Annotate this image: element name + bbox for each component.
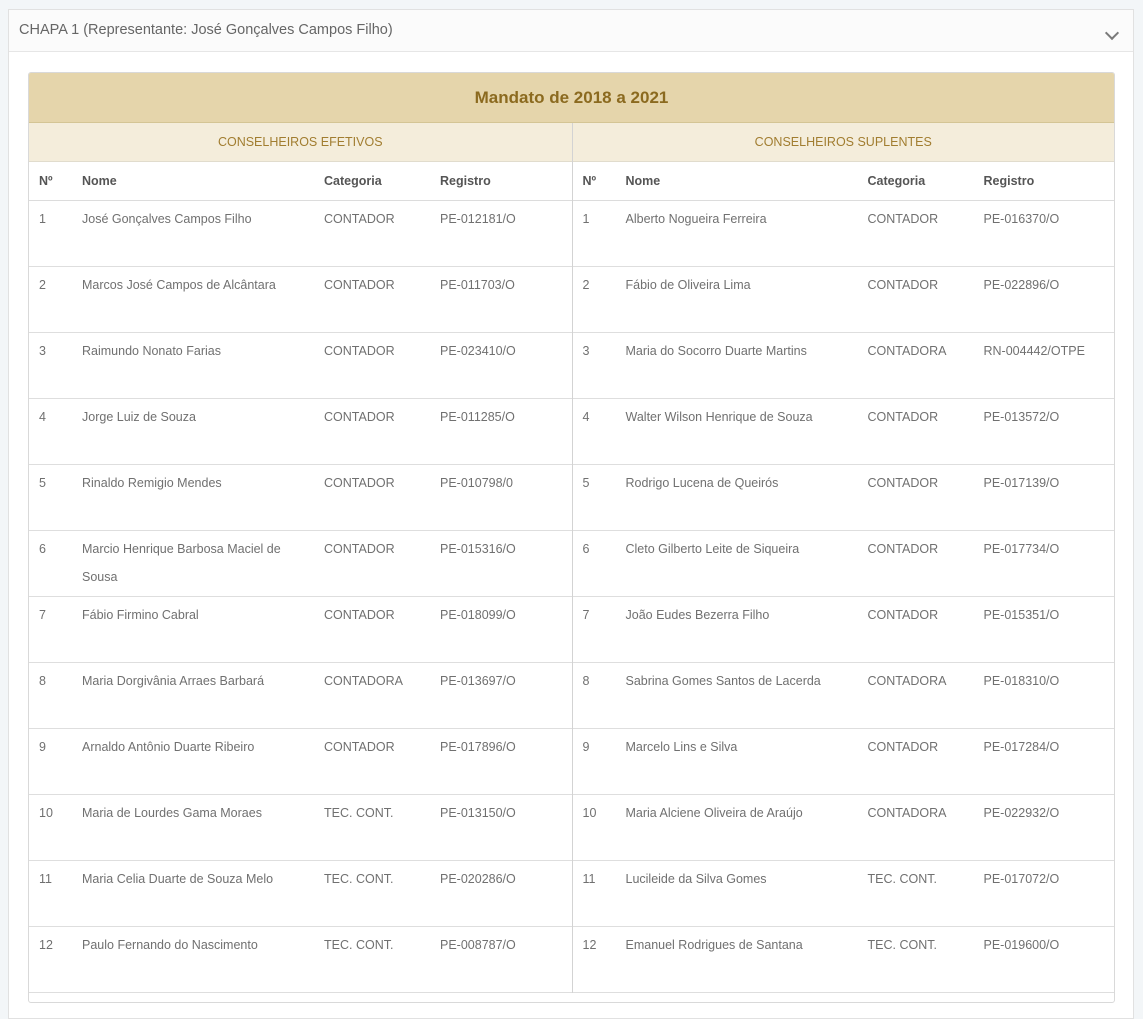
row-category-text: CONTADOR: [867, 410, 939, 424]
table-row: [573, 465, 1115, 531]
table-row: [573, 597, 1115, 663]
row-name-text: Fábio Firmino Cabral: [82, 608, 199, 622]
row-registry-text: PE-018310/O: [983, 674, 1060, 688]
table-row: [573, 267, 1115, 333]
row-num-text: 6: [582, 542, 590, 556]
row-name-text: José Gonçalves Campos Filho: [82, 212, 252, 226]
row-registry-text: PE-013697/O: [440, 674, 516, 688]
table-row: [29, 795, 572, 861]
row-num-text: 2: [39, 278, 46, 292]
row-category-text: CONTADORA: [324, 674, 403, 688]
row-name: [82, 861, 324, 927]
row-num: [29, 333, 82, 399]
efetivos-table: [29, 162, 572, 993]
row-num: [29, 795, 82, 861]
row-num-text: 9: [582, 740, 590, 754]
row-name-text: Marcio Henrique Barbosa Maciel de Sousa: [82, 542, 281, 584]
table-row: [573, 663, 1115, 729]
row-registry: [984, 861, 1115, 927]
row-name: [82, 267, 324, 333]
row-num: [573, 267, 626, 333]
row-category-text: CONTADOR: [324, 608, 395, 622]
row-name: [82, 927, 324, 993]
header-name: Nome: [82, 162, 324, 201]
row-registry-text: PE-019600/O: [983, 938, 1060, 952]
row-name-text: Maria de Lourdes Gama Moraes: [82, 806, 262, 820]
row-registry: [440, 465, 572, 531]
row-category-text: CONTADOR: [324, 344, 395, 358]
row-registry-text: PE-020286/O: [440, 872, 516, 886]
table-row: [29, 663, 572, 729]
row-num-text: 12: [39, 938, 53, 952]
row-registry-text: PE-017896/O: [440, 740, 516, 754]
row-category: [324, 267, 440, 333]
row-registry: [440, 927, 572, 993]
row-num: [29, 399, 82, 465]
row-registry: [440, 795, 572, 861]
row-registry-text: PE-017072/O: [983, 872, 1060, 886]
row-registry-text: PE-011703/O: [440, 278, 515, 292]
row-name-text: Paulo Fernando do Nascimento: [82, 938, 258, 952]
chapa-panel-header[interactable]: [9, 10, 1133, 52]
row-registry-text: PE-010798/0: [440, 476, 513, 490]
row-registry-text: PE-023410/O: [440, 344, 516, 358]
row-category: [324, 597, 440, 663]
row-registry: [984, 201, 1115, 267]
row-num: [573, 729, 626, 795]
row-name-text: Rodrigo Lucena de Queirós: [625, 476, 779, 490]
row-name-text: Maria Alciene Oliveira de Araújo: [625, 806, 803, 820]
row-category: [324, 729, 440, 795]
row-registry-text: PE-017139/O: [983, 476, 1060, 490]
row-num-text: 3: [582, 344, 590, 358]
table-row: [573, 201, 1115, 267]
row-num-text: 12: [582, 938, 597, 952]
row-registry-text: PE-018099/O: [440, 608, 516, 622]
table-row: [29, 531, 572, 597]
row-category: [868, 333, 984, 399]
row-category-text: CONTADOR: [324, 476, 395, 490]
row-name: [626, 927, 868, 993]
table-row: [573, 333, 1115, 399]
row-category: [868, 597, 984, 663]
efetivos-title: CONSELHEIROS EFETIVOS: [29, 123, 572, 162]
row-num: [29, 729, 82, 795]
row-category-text: CONTADOR: [324, 542, 395, 556]
row-category: [868, 399, 984, 465]
row-name: [626, 267, 868, 333]
row-num-text: 10: [582, 806, 597, 820]
row-registry: [984, 399, 1115, 465]
row-num: [29, 927, 82, 993]
header-category: Categoria: [868, 162, 984, 201]
row-name: [626, 597, 868, 663]
row-name: [82, 399, 324, 465]
table-row: [573, 927, 1115, 993]
chevron-down-icon[interactable]: [1105, 26, 1119, 40]
row-category-text: TEC. CONT.: [324, 806, 394, 820]
row-num-text: 9: [39, 740, 46, 754]
row-category: [868, 531, 984, 597]
table-row: [573, 531, 1115, 597]
row-category-text: CONTADOR: [867, 740, 939, 754]
row-num: [573, 927, 626, 993]
row-category-text: CONTADOR: [867, 278, 939, 292]
row-category-text: CONTADOR: [324, 212, 395, 226]
row-name-text: Marcelo Lins e Silva: [625, 740, 738, 754]
row-num-text: 2: [582, 278, 590, 292]
suplentes-table: [573, 162, 1115, 993]
row-registry-text: PE-016370/O: [983, 212, 1060, 226]
mandate-table: [28, 72, 1115, 1003]
row-category: [324, 927, 440, 993]
row-name-text: Cleto Gilberto Leite de Siqueira: [625, 542, 800, 556]
row-name: [82, 729, 324, 795]
suplentes-title: CONSELHEIROS SUPLENTES: [573, 123, 1115, 162]
row-category-text: CONTADORA: [867, 806, 947, 820]
table-row: [29, 861, 572, 927]
row-name: [82, 597, 324, 663]
header-registry: Registro: [984, 162, 1115, 201]
table-row: [573, 729, 1115, 795]
row-name-text: Sabrina Gomes Santos de Lacerda: [625, 674, 821, 688]
row-name: [82, 333, 324, 399]
row-num: [573, 399, 626, 465]
row-registry: [984, 729, 1115, 795]
row-registry: [440, 663, 572, 729]
row-num: [573, 531, 626, 597]
row-category-text: CONTADOR: [867, 212, 939, 226]
row-num-text: 1: [39, 212, 46, 226]
row-num-text: 3: [39, 344, 46, 358]
row-num-text: 8: [39, 674, 46, 688]
row-category: [324, 531, 440, 597]
row-registry-text: PE-012181/O: [440, 212, 516, 226]
row-category: [868, 927, 984, 993]
row-category: [868, 465, 984, 531]
row-category-text: CONTADOR: [867, 476, 939, 490]
row-name-text: Jorge Luiz de Souza: [82, 410, 196, 424]
row-name: [626, 729, 868, 795]
row-registry: [440, 201, 572, 267]
row-name: [82, 465, 324, 531]
row-registry: [984, 597, 1115, 663]
row-name: [626, 465, 868, 531]
row-registry-text: PE-015316/O: [440, 542, 516, 556]
row-category: [868, 795, 984, 861]
row-num: [29, 267, 82, 333]
row-registry: [440, 531, 572, 597]
row-name-text: Fábio de Oliveira Lima: [625, 278, 751, 292]
row-registry-text: PE-013150/O: [440, 806, 516, 820]
row-registry-text: PE-017734/O: [983, 542, 1060, 556]
row-registry: [984, 267, 1115, 333]
row-registry-text: RN-004442/OTPE: [983, 344, 1085, 358]
row-category-text: TEC. CONT.: [324, 872, 394, 886]
row-num: [573, 861, 626, 927]
row-name-text: Walter Wilson Henrique de Souza: [625, 410, 813, 424]
efetivos-column: [29, 123, 572, 993]
table-header-row: [29, 162, 572, 201]
row-name: [626, 333, 868, 399]
row-num: [573, 795, 626, 861]
row-num: [573, 663, 626, 729]
table-row: [29, 399, 572, 465]
row-num-text: 1: [582, 212, 590, 226]
row-num: [573, 597, 626, 663]
row-name-text: Maria do Socorro Duarte Martins: [625, 344, 807, 358]
suplentes-rows: [573, 201, 1115, 993]
row-name-text: Lucileide da Silva Gomes: [625, 872, 767, 886]
row-num-text: 11: [582, 872, 596, 886]
header-num: Nº: [29, 162, 82, 201]
row-registry: [984, 465, 1115, 531]
row-category: [324, 333, 440, 399]
row-category-text: CONTADOR: [324, 410, 395, 424]
row-num: [29, 597, 82, 663]
row-name: [626, 201, 868, 267]
row-registry: [984, 333, 1115, 399]
row-category: [868, 663, 984, 729]
row-num-text: 5: [582, 476, 590, 490]
row-num: [573, 333, 626, 399]
row-name-text: Maria Celia Duarte de Souza Melo: [82, 872, 274, 886]
row-num: [573, 465, 626, 531]
table-row: [29, 333, 572, 399]
row-num-text: 6: [39, 542, 46, 556]
row-num: [29, 531, 82, 597]
row-category: [324, 399, 440, 465]
row-category-text: CONTADOR: [324, 740, 395, 754]
row-name: [82, 531, 324, 597]
table-row: [29, 927, 572, 993]
row-category: [868, 729, 984, 795]
row-num-text: 7: [39, 608, 46, 622]
row-name: [82, 663, 324, 729]
row-registry-text: PE-008787/O: [440, 938, 516, 952]
header-num: Nº: [573, 162, 626, 201]
table-row: [29, 267, 572, 333]
row-registry: [440, 267, 572, 333]
row-name-text: Arnaldo Antônio Duarte Ribeiro: [82, 740, 255, 754]
row-category-text: CONTADOR: [867, 608, 939, 622]
table-row: [29, 597, 572, 663]
row-category: [868, 861, 984, 927]
row-num-text: 5: [39, 476, 46, 490]
row-category-text: CONTADORA: [867, 344, 947, 358]
row-registry: [440, 729, 572, 795]
row-num-text: 11: [39, 872, 52, 886]
row-category-text: CONTADOR: [867, 542, 939, 556]
row-category-text: TEC. CONT.: [867, 938, 937, 952]
header-category: Categoria: [324, 162, 440, 201]
row-registry: [440, 597, 572, 663]
table-row: [573, 861, 1115, 927]
table-header-row: [573, 162, 1115, 201]
row-category: [868, 267, 984, 333]
table-row: [29, 201, 572, 267]
header-name: Nome: [626, 162, 868, 201]
row-num-text: 4: [582, 410, 590, 424]
row-num-text: 4: [39, 410, 46, 424]
row-category-text: TEC. CONT.: [324, 938, 394, 952]
row-name-text: Maria Dorgivânia Arraes Barbará: [82, 674, 265, 688]
row-category: [868, 201, 984, 267]
row-name: [626, 861, 868, 927]
row-name-text: Raimundo Nonato Farias: [82, 344, 221, 358]
row-num: [29, 861, 82, 927]
row-name-text: Marcos José Campos de Alcântara: [82, 278, 276, 292]
row-name: [626, 399, 868, 465]
row-category-text: TEC. CONT.: [867, 872, 937, 886]
row-name: [626, 531, 868, 597]
row-registry: [984, 927, 1115, 993]
row-registry-text: PE-017284/O: [983, 740, 1060, 754]
row-category: [324, 795, 440, 861]
row-registry-text: PE-011285/O: [440, 410, 515, 424]
row-num-text: 7: [582, 608, 590, 622]
row-registry: [440, 399, 572, 465]
table-row: [573, 399, 1115, 465]
row-num: [29, 201, 82, 267]
row-num: [29, 465, 82, 531]
row-name: [626, 795, 868, 861]
chapa-panel: [8, 9, 1134, 1019]
suplentes-column: [572, 123, 1115, 993]
row-registry: [440, 333, 572, 399]
row-name-text: Emanuel Rodrigues de Santana: [625, 938, 803, 952]
table-row: [29, 729, 572, 795]
row-registry: [984, 663, 1115, 729]
row-num-text: 10: [39, 806, 53, 820]
chapa-panel-title: CHAPA 1 (Representante: José Gonçalves Campos Filho): [19, 22, 393, 38]
row-name-text: Alberto Nogueira Ferreira: [625, 212, 767, 226]
row-registry-text: PE-013572/O: [983, 410, 1060, 424]
table-row: [29, 465, 572, 531]
row-category-text: CONTADORA: [867, 674, 947, 688]
row-category: [324, 663, 440, 729]
row-registry-text: PE-022896/O: [983, 278, 1060, 292]
row-name: [82, 795, 324, 861]
table-row: [573, 795, 1115, 861]
efetivos-rows: [29, 201, 572, 993]
row-category-text: CONTADOR: [324, 278, 395, 292]
row-registry: [984, 795, 1115, 861]
row-registry: [440, 861, 572, 927]
row-registry-text: PE-022932/O: [983, 806, 1060, 820]
row-category: [324, 201, 440, 267]
row-name-text: Rinaldo Remigio Mendes: [82, 476, 222, 490]
row-num: [29, 663, 82, 729]
row-name-text: João Eudes Bezerra Filho: [625, 608, 770, 622]
row-num: [573, 201, 626, 267]
header-registry: Registro: [440, 162, 572, 201]
row-registry-text: PE-015351/O: [983, 608, 1060, 622]
row-num-text: 8: [582, 674, 590, 688]
mandate-title: Mandato de 2018 a 2021: [29, 73, 1114, 123]
row-category: [324, 861, 440, 927]
row-name: [82, 201, 324, 267]
row-name: [626, 663, 868, 729]
row-registry: [984, 531, 1115, 597]
row-category: [324, 465, 440, 531]
